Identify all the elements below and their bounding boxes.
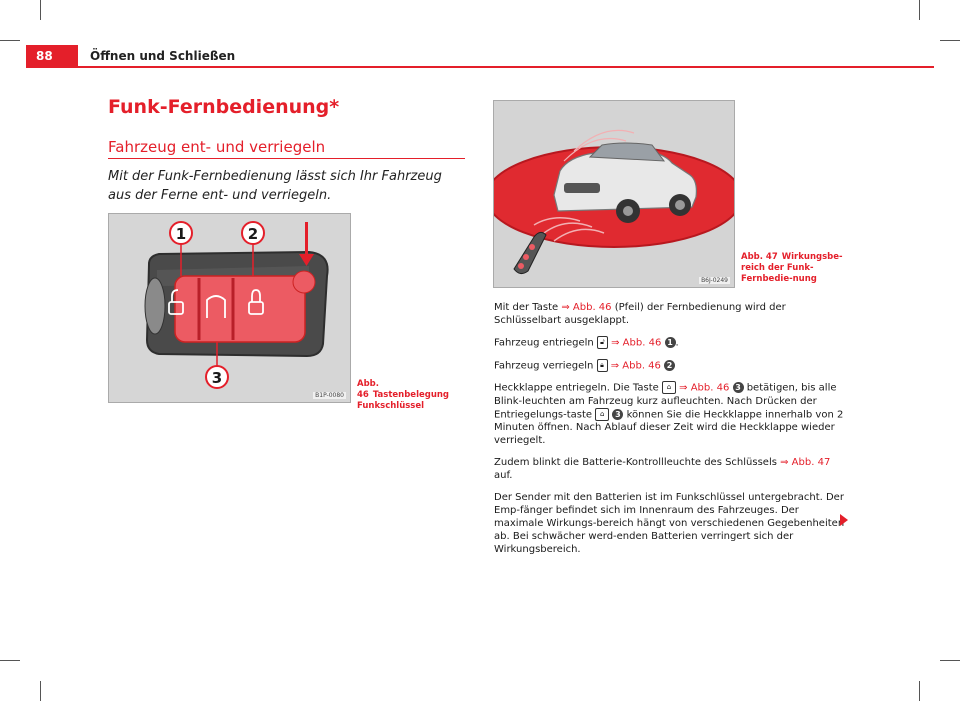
caption-number: Abb. 47 bbox=[741, 252, 778, 262]
crop-mark bbox=[940, 660, 960, 661]
figure-reference-link[interactable]: ⇒ Abb. 46 bbox=[611, 337, 662, 349]
crop-mark bbox=[0, 660, 20, 661]
figure-key-buttons bbox=[108, 213, 351, 403]
figure-caption bbox=[741, 252, 851, 285]
crop-mark bbox=[40, 681, 41, 701]
crop-mark bbox=[40, 0, 41, 20]
header-divider bbox=[26, 66, 934, 68]
crop-mark bbox=[940, 40, 960, 41]
figure-reference-link[interactable]: ⇒ Abb. 46 bbox=[561, 302, 612, 313]
figure-remote-range bbox=[493, 100, 735, 288]
page-heading: Funk-Fernbedienung* bbox=[108, 96, 340, 118]
key-illustration bbox=[109, 214, 350, 402]
crop-mark bbox=[919, 681, 920, 701]
callout-number: 2 bbox=[664, 360, 675, 371]
callout-3: 3 bbox=[211, 369, 223, 387]
paragraph: Heckklappe entriegeln. Die Taste ⌂ ⇒ Abb. 46 3 betätigen, bis alle Blink-leuchten am Fahrzeug kurz aufleuchten. Nach Drücken der Entriegelungs-taste ⌂ 3 können Sie die Heckklappe innerhalb von 2 Minuten öffnen. Nach Ablauf dieser Zeit wird die Heckklappe wieder verriegelt. bbox=[494, 382, 844, 446]
caption-number: Abb. 46 bbox=[357, 379, 379, 400]
callout-1: 1 bbox=[175, 225, 187, 243]
body-text bbox=[494, 301, 849, 565]
figure-code: B1P-0080 bbox=[315, 392, 344, 399]
unlock-icon: 🔓︎ bbox=[597, 336, 608, 349]
caption-text: Wirkungsbe-reich der Funk-Fernbedie-nung bbox=[741, 252, 843, 284]
figure-reference-link[interactable]: ⇒ Abb. 47 bbox=[780, 457, 831, 468]
subheading-divider bbox=[108, 158, 465, 159]
callout-2: 2 bbox=[247, 225, 259, 243]
paragraph: Mit der Taste ⇒ Abb. 46 (Pfeil) der Fernbedienung wird der Schlüsselbart ausgeklappt. bbox=[494, 302, 786, 326]
crop-mark bbox=[919, 0, 920, 20]
callout-number: 3 bbox=[612, 409, 623, 420]
figure-caption bbox=[357, 379, 465, 412]
paragraph: Zudem blinkt die Batterie-Kontrollleuchte des Schlüssels ⇒ Abb. 47 auf. bbox=[494, 457, 831, 481]
figure-reference-link[interactable]: ⇒ Abb. 46 bbox=[679, 382, 730, 394]
caption-text: Tastenbelegung Funkschlüssel bbox=[357, 390, 450, 411]
section-title: Öffnen und Schließen bbox=[90, 49, 236, 63]
callout-number: 3 bbox=[733, 382, 744, 393]
paragraph: Fahrzeug entriegeln 🔓︎ ⇒ Abb. 46 1 . bbox=[494, 337, 679, 349]
crop-mark bbox=[0, 40, 20, 41]
page-number: 88 bbox=[26, 45, 78, 67]
tailgate-icon: ⌂ bbox=[662, 381, 676, 394]
lock-icon: 🔒︎ bbox=[597, 359, 608, 372]
paragraph: Der Sender mit den Batterien ist im Funkschlüssel untergebracht. Der Emp-fänger befindet sich im Innenraum des Fahrzeuges. Der maximale Wirkungs-bereich hängt von verschiedenen Gegebenheiten ab. Bei schwächer werd-enden Batterien verringert sich der Wirkungsbereich. bbox=[494, 492, 845, 555]
figure-code: B6J-0249 bbox=[701, 277, 728, 284]
callout-number: 1 bbox=[665, 337, 676, 348]
paragraph: Fahrzeug verriegeln 🔒︎ ⇒ Abb. 46 2 bbox=[494, 359, 849, 373]
figure-reference-link[interactable]: ⇒ Abb. 46 bbox=[610, 360, 661, 371]
tailgate-icon: ⌂ bbox=[595, 408, 609, 421]
continue-arrow-icon bbox=[840, 514, 848, 526]
intro-text: Mit der Funk-Fernbedienung lässt sich Ihr Fahrzeug aus der Ferne ent- und verriegeln. bbox=[108, 169, 442, 203]
car-range-illustration bbox=[494, 101, 734, 287]
page-subheading: Fahrzeug ent- und verriegeln bbox=[108, 138, 326, 156]
